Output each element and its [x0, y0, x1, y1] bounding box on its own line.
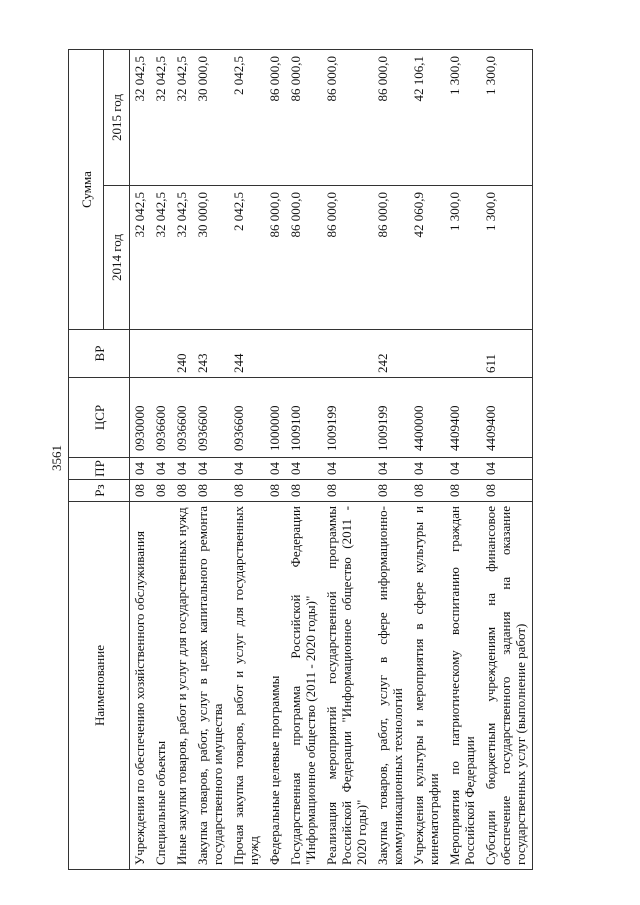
header-year-2015: 2015 год	[104, 50, 130, 186]
row-pr: 04	[409, 458, 445, 480]
row-name: Иные закупки товаров, работ и услуг для государственных нужд	[172, 502, 193, 870]
table-row	[322, 50, 373, 870]
row-pr: 04	[130, 458, 152, 480]
row-amount-2014: 86 000,0	[322, 186, 373, 330]
row-name: Государственная программа Российской Федерации "Информационное общество (2011 - 2020 годы)"	[286, 502, 322, 870]
row-vr: 243	[193, 330, 229, 378]
row-amount-2014: 86 000,0	[286, 186, 322, 330]
row-amount-2014: 30 000,0	[193, 186, 229, 330]
row-vr: 244	[229, 330, 265, 378]
row-name: Мероприятия по патриотическому воспитанию граждан Российской Федерации	[445, 502, 481, 870]
row-csr: 0930000	[130, 378, 152, 458]
row-amount-2014: 32 042,5	[151, 186, 172, 330]
header-csr: ЦСР	[69, 378, 130, 458]
row-pr: 04	[193, 458, 229, 480]
row-vr: 240	[172, 330, 193, 378]
row-amount-2015: 32 042,5	[172, 50, 193, 186]
row-vr: 611	[481, 330, 533, 378]
row-rz: 08	[229, 480, 265, 502]
header-name: Наименование	[69, 502, 130, 870]
row-csr: 1009199	[322, 378, 373, 458]
row-csr: 0936600	[229, 378, 265, 458]
row-csr: 0936600	[172, 378, 193, 458]
row-csr: 1009199	[373, 378, 409, 458]
table-row	[373, 50, 409, 870]
row-vr	[322, 330, 373, 378]
row-csr: 4409400	[445, 378, 481, 458]
row-amount-2015: 86 000,0	[265, 50, 286, 186]
row-vr	[286, 330, 322, 378]
row-rz: 08	[130, 480, 152, 502]
row-csr: 1009100	[286, 378, 322, 458]
table-row	[172, 50, 193, 870]
header-rz: Рз	[69, 480, 130, 502]
budget-table	[68, 49, 533, 870]
row-vr	[265, 330, 286, 378]
row-name: Учреждения культуры и мероприятия в сфере культуры и кинематографии	[409, 502, 445, 870]
header-pr: ПР	[69, 458, 130, 480]
row-amount-2014: 32 042,5	[172, 186, 193, 330]
row-amount-2015: 42 106,1	[409, 50, 445, 186]
row-pr: 04	[286, 458, 322, 480]
row-rz: 08	[172, 480, 193, 502]
row-pr: 04	[481, 458, 533, 480]
row-amount-2015: 30 000,0	[193, 50, 229, 186]
row-amount-2015: 1 300,0	[445, 50, 481, 186]
row-amount-2014: 42 060,9	[409, 186, 445, 330]
table-row	[229, 50, 265, 870]
row-pr: 04	[373, 458, 409, 480]
page-number: 3561	[49, 445, 64, 471]
header-vr: ВР	[69, 330, 130, 378]
rotated-content	[48, 50, 623, 870]
table-body	[130, 50, 533, 870]
row-csr: 0936600	[151, 378, 172, 458]
header-sum: Сумма	[69, 50, 104, 330]
row-name: Закупка товаров, работ, услуг в целях капитального ремонта государственного имущества	[193, 502, 229, 870]
row-vr: 242	[373, 330, 409, 378]
row-pr: 04	[322, 458, 373, 480]
row-rz: 08	[322, 480, 373, 502]
row-amount-2015: 86 000,0	[322, 50, 373, 186]
row-csr: 4409400	[481, 378, 533, 458]
row-amount-2015: 86 000,0	[373, 50, 409, 186]
row-amount-2015: 32 042,5	[151, 50, 172, 186]
row-csr: 0936600	[193, 378, 229, 458]
row-csr: 1000000	[265, 378, 286, 458]
row-rz: 08	[286, 480, 322, 502]
row-name: Субсидии бюджетным учреждениям на финансовое обеспечение государственного задания на оказание государственных услуг (выполнение работ)	[481, 502, 533, 870]
row-pr: 04	[172, 458, 193, 480]
row-pr: 04	[229, 458, 265, 480]
row-amount-2014: 86 000,0	[373, 186, 409, 330]
table-row	[130, 50, 152, 870]
row-amount-2015: 86 000,0	[286, 50, 322, 186]
row-amount-2014: 86 000,0	[265, 186, 286, 330]
row-name: Специальные объекты	[151, 502, 172, 870]
row-amount-2014: 2 042,5	[229, 186, 265, 330]
row-rz: 08	[265, 480, 286, 502]
row-name: Федеральные целевые программы	[265, 502, 286, 870]
row-pr: 04	[151, 458, 172, 480]
table-header	[69, 50, 130, 870]
table-row	[286, 50, 322, 870]
row-name: Учреждения по обеспечению хозяйственного обслуживания	[130, 502, 152, 870]
header-year-2014: 2014 год	[104, 186, 130, 330]
table-row	[409, 50, 445, 870]
row-amount-2014: 1 300,0	[445, 186, 481, 330]
row-name: Прочая закупка товаров, работ и услуг для государственных нужд	[229, 502, 265, 870]
row-amount-2015: 1 300,0	[481, 50, 533, 186]
row-name: Закупка товаров, работ, услуг в сфере информационно-коммуникационных технологий	[373, 502, 409, 870]
row-csr: 4400000	[409, 378, 445, 458]
row-vr	[130, 330, 152, 378]
table-row	[481, 50, 533, 870]
row-amount-2014: 1 300,0	[481, 186, 533, 330]
row-pr: 04	[265, 458, 286, 480]
row-rz: 08	[409, 480, 445, 502]
row-name: Реализация мероприятий государственной программы Российской Федерации "Информационное общество (2011 - 2020 годы)"	[322, 502, 373, 870]
row-pr: 04	[445, 458, 481, 480]
table-row	[151, 50, 172, 870]
row-amount-2015: 32 042,5	[130, 50, 152, 186]
row-amount-2015: 2 042,5	[229, 50, 265, 186]
row-vr	[409, 330, 445, 378]
table-row	[265, 50, 286, 870]
row-amount-2014: 32 042,5	[130, 186, 152, 330]
table-row	[445, 50, 481, 870]
row-rz: 08	[193, 480, 229, 502]
row-vr	[445, 330, 481, 378]
row-rz: 08	[373, 480, 409, 502]
row-rz: 08	[481, 480, 533, 502]
row-rz: 08	[151, 480, 172, 502]
table-row	[193, 50, 229, 870]
row-vr	[151, 330, 172, 378]
row-rz: 08	[445, 480, 481, 502]
